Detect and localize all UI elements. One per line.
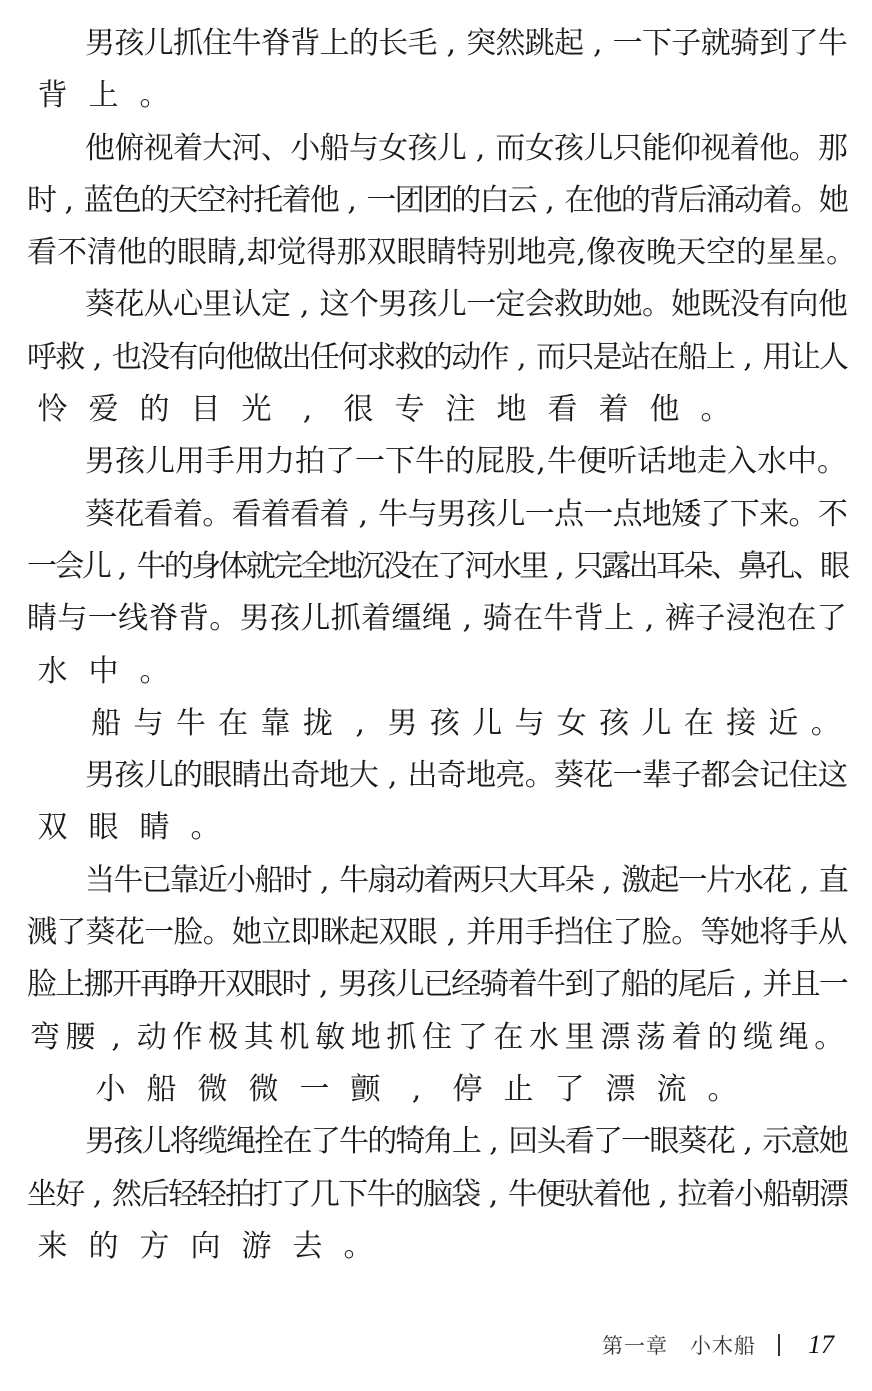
text-line: 他 俯 视 着 大 河 、 小 船 与 女 孩 儿 , 而 女 孩 儿 只 能 仰 视 着 他 。 那	[85, 130, 848, 166]
text-line: 呼 救 , 也 没 有 向 他 做 出 任 何 求 救 的 动 作 , 而 只 是 站 在 船 上 , 用 让 人	[27, 339, 849, 375]
paragraph	[27, 279, 847, 436]
page-footer	[602, 1330, 834, 1360]
paragraph	[27, 698, 847, 750]
text-line: 男 孩 儿 抓 住 牛 脊 背 上 的 长 毛 , 突 然 跳 起 , 一 下 子 就 骑 到 了 牛	[85, 26, 848, 61]
text-line: 男 孩 儿 将 缆 绳 拴 在 了 牛 的 犄 角 上 , 回 头 看 了 一 眼 葵 花 , 示 意 她	[85, 1124, 849, 1160]
paragraph	[27, 1116, 847, 1273]
text-line: 来 的 方 向 游 去 。	[37, 1228, 374, 1264]
text-line: 双 眼 睛 。	[37, 810, 221, 846]
text-line: 弯 腰 , 动 作 极 其 机 敏 地 抓 住 了 在 水 里 漂 荡 着 的 缆 绳 。	[29, 1019, 845, 1055]
paragraph	[27, 489, 850, 698]
page-number: 17	[808, 1330, 834, 1359]
text-line: 一 会 儿 , 牛 的 身 体 就 完 全 地 沉 没 在 了 河 水 里 , 只 露 出 耳 朵 、 鼻 孔 、 眼	[27, 548, 850, 584]
text-line: 小 船 微 微 一 颤 , 停 止 了 漂 流 。	[95, 1071, 738, 1107]
page-body	[27, 18, 857, 1273]
text-line: 溅 了 葵 花 一 脸 。 她 立 即 眯 起 双 眼 , 并 用 手 挡 住 了 脸 。 等 她 将 手 从	[27, 915, 848, 951]
footer-divider	[778, 1334, 780, 1356]
text-line: 坐 好 , 然 后 轻 轻 拍 打 了 几 下 牛 的 脑 袋 , 牛 便 驮 着 他 , 拉 着 小 船 朝 漂	[27, 1176, 849, 1212]
paragraph	[27, 855, 847, 1064]
paragraph	[27, 1064, 847, 1116]
paragraph	[27, 123, 857, 280]
text-line: 葵 花 看 着 。 看 着 看 着 , 牛 与 男 孩 儿 一 点 一 点 地 矮 了 下 来 。 不	[85, 496, 848, 532]
text-line: 当 牛 已 靠 近 小 船 时 , 牛 扇 动 着 两 只 大 耳 朵 , 激 起 一 片 水 花 , 直	[85, 862, 849, 898]
chapter-title: 小木船	[690, 1334, 756, 1358]
paragraph	[27, 436, 847, 488]
text-line: 男 孩 儿 用 手 用 力 拍 了 一 下 牛 的 屁 股 , 牛 便 听 话 地 走 入 水 中 。	[85, 444, 847, 480]
text-line: 怜 爱 的 目 光 , 很 专 注 地 看 着 他 。	[37, 392, 731, 428]
paragraph	[27, 18, 847, 123]
paragraph	[27, 750, 847, 855]
text-line: 背 上 。	[37, 78, 170, 114]
text-line: 水 中 。	[37, 653, 170, 689]
text-line: 葵 花 从 心 里 认 定 , 这 个 男 孩 儿 一 定 会 救 助 她 。 她 既 没 有 向 他	[85, 287, 848, 323]
text-line: 男 孩 儿 的 眼 睛 出 奇 地 大 , 出 奇 地 亮 。 葵 花 一 辈 子 都 会 记 住 这	[85, 758, 848, 794]
text-line: 时 , 蓝 色 的 天 空 衬 托 着 他 , 一 团 团 的 白 云 , 在 他 的 背 后 涌 动 着 。 她	[27, 182, 849, 218]
text-line: 脸 上 挪 开 再 睁 开 双 眼 时 , 男 孩 儿 已 经 骑 着 牛 到 了 船 的 尾 后 , 并 且 一	[27, 967, 849, 1003]
text-line: 船 与 牛 在 靠 拢 , 男 孩 儿 与 女 孩 儿 在 接 近 。	[91, 705, 841, 741]
text-line: 看 不 清 他 的 眼 睛 , 却 觉 得 那 双 眼 睛 特 别 地 亮 , 像 夜 晚 天 空 的 星 星 。	[27, 235, 857, 271]
chapter-label: 第一章	[602, 1334, 668, 1358]
text-line: 睛 与 一 线 脊 背 。 男 孩 儿 抓 着 缰 绳 , 骑 在 牛 背 上 , 裤 子 浸 泡 在 了	[27, 601, 847, 637]
